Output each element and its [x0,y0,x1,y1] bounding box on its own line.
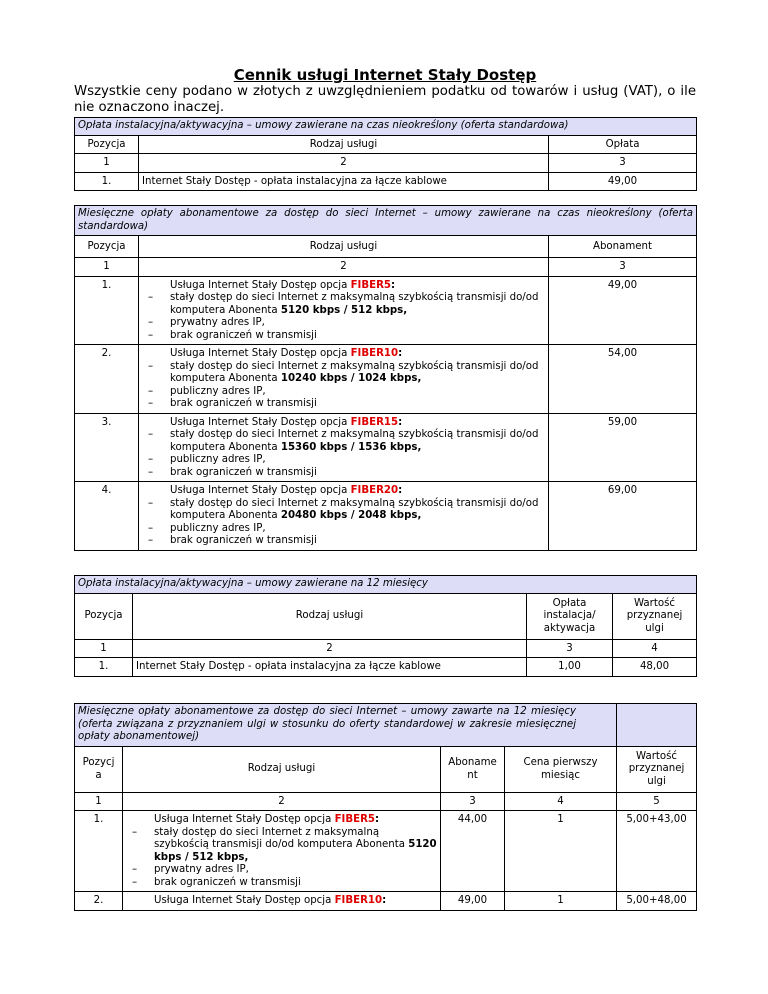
service-prefix: Usługa Internet Stały Dostęp opcja [170,416,351,428]
column-header: Pozycja [75,135,139,154]
column-header: Pozycja [75,236,139,258]
column-header: Wartość przyznanej ulgi [613,593,697,639]
column-header: Rodzaj usługi [133,593,527,639]
row-position: 2. [75,345,139,414]
row-position: 4. [75,482,139,551]
service-prefix: Usługa Internet Stały Dostęp opcja [154,895,335,906]
row-fee: 1,00 [527,658,613,677]
column-number: 5 [617,792,697,811]
bullet-dash: – [148,317,154,328]
table-row [75,413,697,482]
speed-text: stały dostęp do sieci Internet z maksymalną szybkością transmisji do/od komputera Abonenta [170,429,539,453]
comma: , [417,441,422,453]
row-position: 3. [75,413,139,482]
option-name: FIBER5 [334,814,376,825]
bullet-dash: – [132,864,138,875]
column-header: Cena pierwszy miesiąc [505,746,617,792]
comma: , [403,304,408,316]
colon: : [398,485,403,496]
option-name: FIBER10 [350,348,399,359]
column-number: 2 [133,639,527,658]
row-position: 1. [75,172,139,191]
speed-value: 5120 kbps / 512 kbps, [154,839,437,863]
table-row [75,658,697,677]
row-fee: 59,00 [549,413,697,482]
bullet-dash: – [148,522,154,534]
row-service [139,276,549,345]
column-number: 3 [527,639,613,658]
colon: : [375,814,380,825]
speed-value: 15360 kbps / 1536 kbps [280,441,418,453]
table-row [75,345,697,414]
limit-text: brak ograniczeń w transmisji [170,466,317,478]
column-header: Pozycj a [75,746,123,792]
intro-text: Wszystkie ceny podano w złotych z uwzględnieniem podatku od towarów i usług (VAT), o ile nie oznaczono inaczej. [74,84,696,115]
ip-text: publiczny adres IP, [170,385,266,397]
limit-text: brak ograniczeń w transmisji [170,329,317,341]
row-position: 1. [75,658,133,677]
column-header: Opłata [549,135,697,154]
bullet-dash: – [148,497,154,509]
service-prefix: Usługa Internet Stały Dostęp opcja [170,279,351,291]
bullet-dash: – [148,385,154,397]
header-blank-cell [617,704,697,747]
column-number: 2 [139,258,549,277]
table-row [75,892,697,911]
comma: , [417,373,422,384]
bullet-dash: – [148,535,154,546]
service-prefix: Usługa Internet Stały Dostęp opcja [170,348,351,359]
table-header: Opłata instalacyjna/aktywacyjna – umowy zawierane na czas nieokreślony (oferta standardowa) [75,118,697,136]
speed-value: 20480 kbps / 2048 kbps [280,510,418,521]
column-number: 3 [549,154,697,173]
speed-value: 10240 kbps / 1024 kbps [280,373,418,384]
row-service [123,892,441,911]
comma: , [417,510,422,521]
table-row [75,276,697,345]
option-name: FIBER20 [350,485,399,496]
service-prefix: Usługa Internet Stały Dostęp opcja [170,485,351,496]
speed-text: stały dostęp do sieci Internet z maksymalną szybkością transmisji do/od komputera Abonenta [170,360,539,384]
row-fee: 69,00 [549,482,697,551]
row-first-month: 1 [505,892,617,911]
ip-text: prywatny adres IP, [154,864,249,875]
speed-text: stały dostęp do sieci Internet z maksymalną szybkością transmisji do/od komputera Abonenta [154,826,409,850]
table-row [75,482,697,551]
bullet-dash: – [148,292,154,303]
column-header: Aboname nt [441,746,505,792]
row-service [123,811,441,892]
table-header: Opłata instalacyjna/aktywacyjna – umowy zawierane na 12 miesięcy [75,576,697,594]
table-row [75,811,697,892]
column-number: 3 [549,258,697,277]
row-fee: 54,00 [549,345,697,414]
column-header: Abonament [549,236,697,258]
bullet-dash: – [148,360,154,372]
column-number: 1 [75,154,139,173]
speed-text: stały dostęp do sieci Internet z maksymalną szybkością transmisji do/od komputera Abonenta [170,292,539,316]
table-header: Miesięczne opłaty abonamentowe za dostęp do sieci Internet – umowy zawarte na 12 miesięcy (oferta związana z przyznaniem ulgi w stosunku do oferty standardowej w zakresie miesięcznej opłaty abonamentowej) [75,704,617,747]
column-number: 1 [75,792,123,811]
row-service: Internet Stały Dostęp - opłata instalacyjna za łącze kablowe [133,658,527,677]
column-header: Opłata instalacja/ aktywacja [527,593,613,639]
column-header: Pozycja [75,593,133,639]
ip-text: prywatny adres IP, [170,317,265,328]
column-number: 4 [505,792,617,811]
column-number: 4 [613,639,697,658]
colon: : [398,416,403,428]
column-header: Wartość przyznanej ulgi [617,746,697,792]
column-number: 1 [75,258,139,277]
bullet-dash: – [148,466,154,478]
row-discount: 5,00+43,00 [617,811,697,892]
row-service [139,413,549,482]
row-first-month: 1 [505,811,617,892]
limit-text: brak ograniczeń w transmisji [170,398,317,409]
table-header: Miesięczne opłaty abonamentowe za dostęp do sieci Internet – umowy zawierane na czas nieokreślony (oferta standardowa) [75,206,697,236]
row-discount: 5,00+48,00 [617,892,697,911]
row-discount: 48,00 [613,658,697,677]
speed-text: stały dostęp do sieci Internet z maksymalną szybkością transmisji do/od komputera Abonenta [170,497,539,521]
page-title: Cennik usługi Internet Stały Dostęp [233,66,537,84]
column-number: 2 [123,792,441,811]
row-fee: 49,00 [549,172,697,191]
row-service [139,345,549,414]
bullet-dash: – [148,429,154,440]
column-header: Rodzaj usługi [139,236,549,258]
colon: : [398,348,403,359]
row-fee: 44,00 [441,811,505,892]
option-name: FIBER10 [334,895,383,906]
column-number: 3 [441,792,505,811]
bullet-dash: – [148,329,154,341]
row-position: 1. [75,811,123,892]
column-header: Rodzaj usługi [139,135,549,154]
row-fee: 49,00 [441,892,505,911]
row-position: 2. [75,892,123,911]
table-installation-standard [74,117,697,191]
bullet-dash: – [132,876,138,888]
table-installation-12m [74,575,697,677]
colon: : [391,279,396,291]
speed-value: 5120 kbps / 512 kbps [280,304,404,316]
colon: : [382,895,387,906]
row-service [139,482,549,551]
service-prefix: Usługa Internet Stały Dostęp opcja [154,814,335,825]
bullet-dash: – [148,454,154,465]
table-subscription-standard [74,205,697,551]
option-name: FIBER15 [350,416,399,428]
row-fee: 49,00 [549,276,697,345]
bullet-dash: – [148,398,154,409]
column-number: 2 [139,154,549,173]
row-service: Internet Stały Dostęp - opłata instalacyjna za łącze kablowe [139,172,549,191]
table-row [75,172,697,191]
limit-text: brak ograniczeń w transmisji [170,535,317,546]
column-header: Rodzaj usługi [123,746,441,792]
option-name: FIBER5 [350,279,392,291]
ip-text: publiczny adres IP, [170,454,266,465]
table-subscription-12m [74,703,697,911]
row-position: 1. [75,276,139,345]
bullet-dash: – [132,826,138,838]
ip-text: publiczny adres IP, [170,522,266,534]
column-number: 1 [75,639,133,658]
limit-text: brak ograniczeń w transmisji [154,876,301,888]
